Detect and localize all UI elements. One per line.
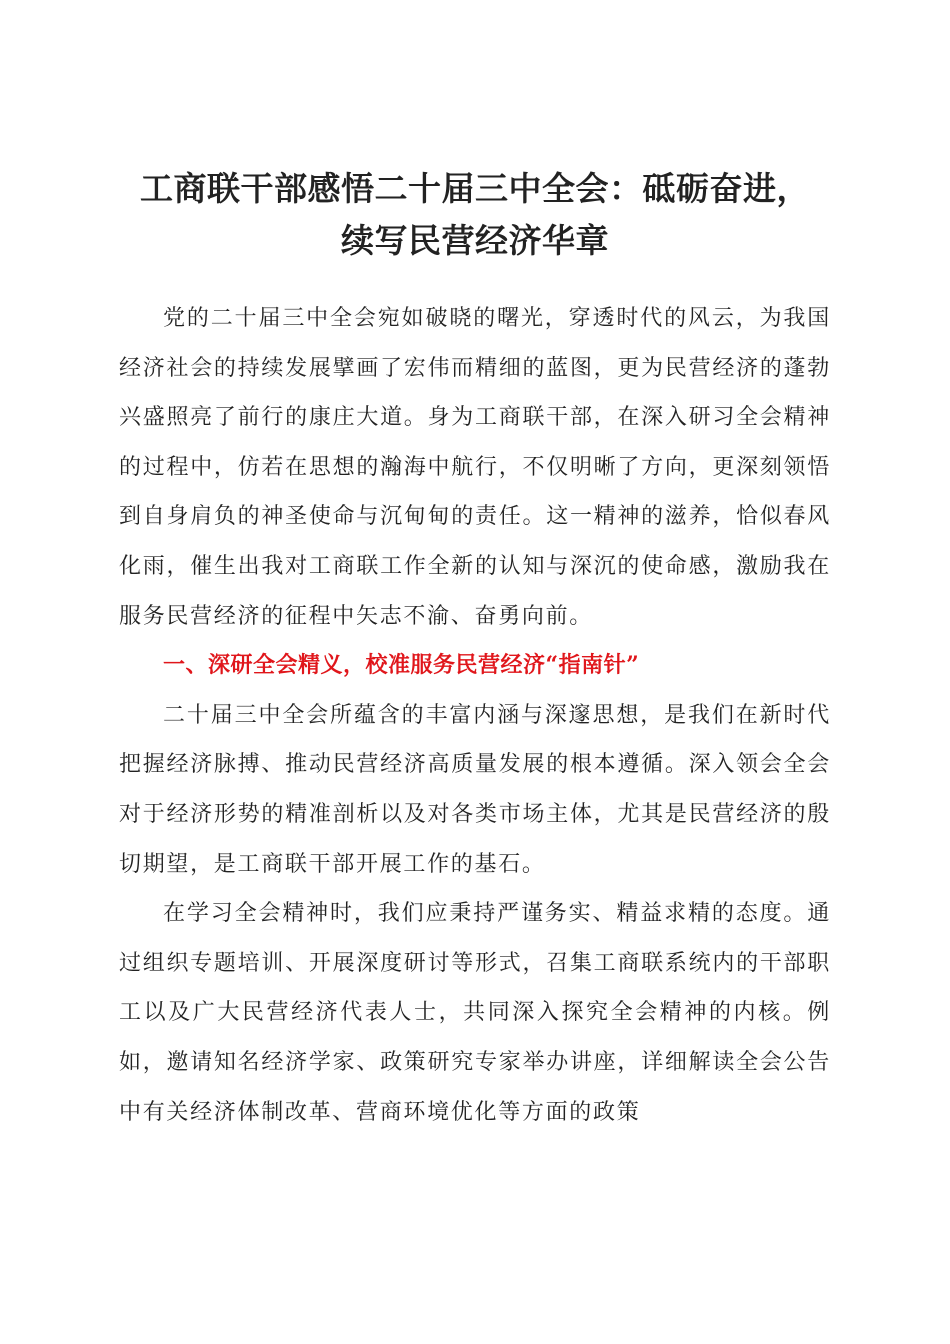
title-line-2: 续写民营经济华章	[341, 221, 609, 260]
document-title	[100, 163, 850, 267]
document-body	[119, 294, 831, 1137]
paragraph-section1-2: 在学习全会精神时，我们应秉持严谨务实、精益求精的态度。通过组织专题培训、开展深度研讨等形式，召集工商联系统内的干部职工以及广大民营经济代表人士，共同深入探究全会精神的内核。例如，邀请知名经济学家、政策研究专家举办讲座，详细解读全会公告中有关经济体制改革、营商环境优化等方面的政策	[119, 901, 831, 1125]
paragraph-section1-1: 二十届三中全会所蕴含的丰富内涵与深邃思想，是我们在新时代把握经济脉搏、推动民营经济高质量发展的根本遵循。深入领会全会对于经济形势的精准剖析以及对各类市场主体，尤其是民营经济的殷切期望，是工商联干部开展工作的基石。	[119, 702, 831, 877]
paragraph-intro: 党的二十届三中全会宛如破晓的曙光，穿透时代的风云，为我国经济社会的持续发展擘画了宏伟而精细的蓝图，更为民营经济的蓬勃兴盛照亮了前行的康庄大道。身为工商联干部，在深入研习全会精神的过程中，仿若在思想的瀚海中航行，不仅明晰了方向，更深刻领悟到自身肩负的神圣使命与沉甸甸的责任。这一精神的滋养，恰似春风化雨，催生出我对工商联工作全新的认知与深沉的使命感，激励我在服务民营经济的征程中矢志不渝、奋勇向前。	[119, 306, 831, 629]
section-heading-1: 一、深研全会精义，校准服务民营经济“指南针”	[163, 652, 640, 679]
title-line-1: 工商联干部感悟二十届三中全会：砥砺奋进，	[140, 169, 810, 208]
